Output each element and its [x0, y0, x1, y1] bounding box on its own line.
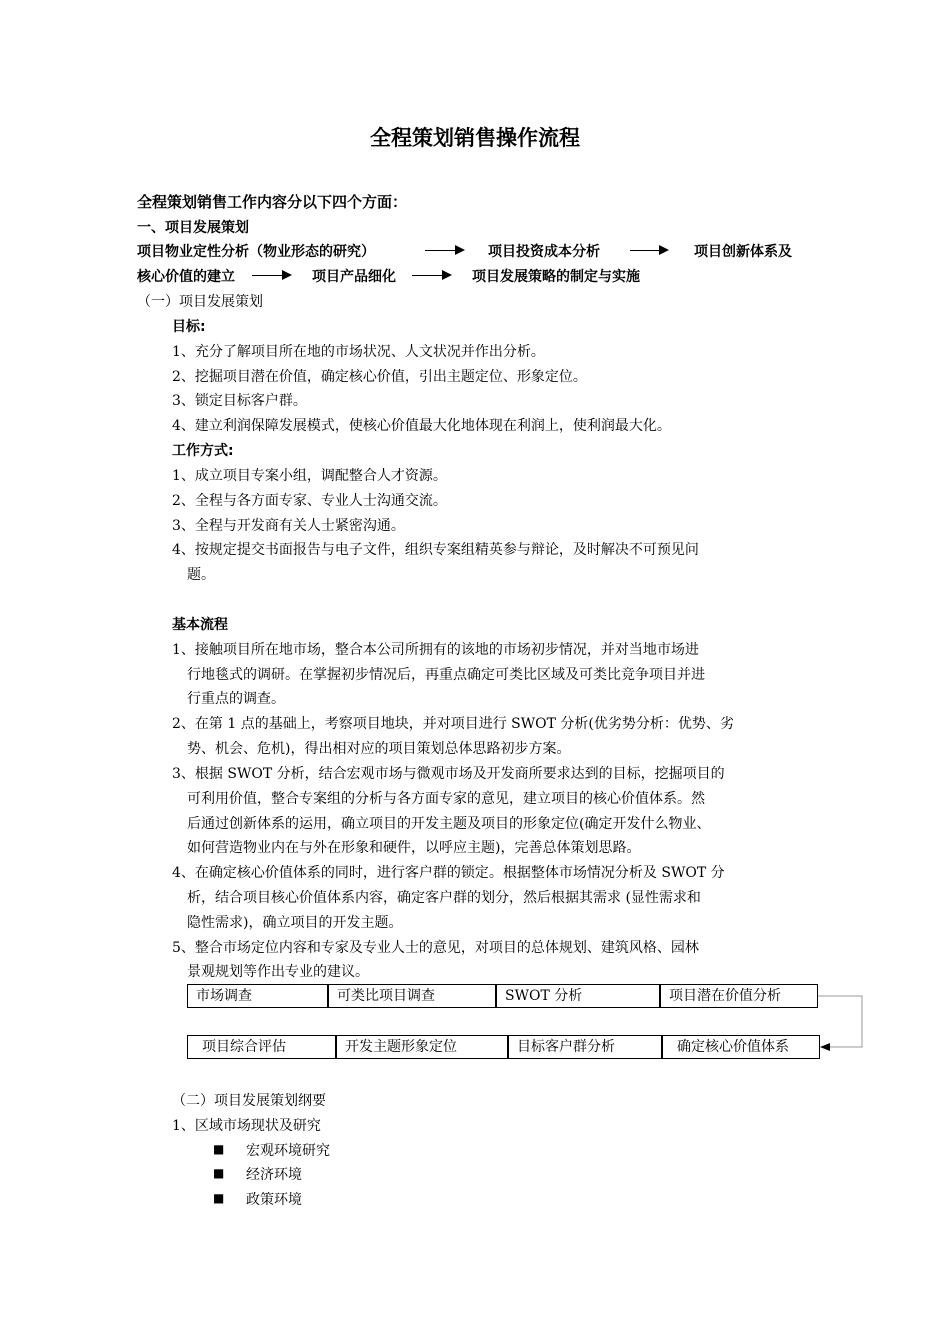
- process-heading: 基本流程: [172, 617, 228, 633]
- process-line: 景观规划等作出专业的建议。: [187, 964, 369, 980]
- process-line: 1、接触项目所在地市场，整合本公司所拥有的该地的市场初步情况，并对当地市场进: [172, 642, 699, 658]
- intro-text: 全程策划销售工作内容分以下四个方面：: [137, 193, 408, 211]
- outline-bullet: 经济环境: [246, 1167, 302, 1183]
- goal-item: 4、建立利润保障发展模式，使核心价值最大化地体现在利润上，使利润最大化。: [172, 418, 671, 434]
- process-line: 隐性需求)，确立项目的开发主题。: [187, 915, 403, 931]
- chain-item-3a: 项目创新体系及: [694, 244, 792, 260]
- method-heading: 工作方式:: [172, 443, 234, 459]
- section-heading-1: 一、项目发展策划: [137, 220, 249, 236]
- chain-item-4: 项目产品细化: [312, 269, 396, 285]
- goal-item: 3、锁定目标客户群。: [172, 393, 307, 409]
- process-line: 3、根据 SWOT 分析，结合宏观市场与微观市场及开发商所要求达到的目标，挖掘项目的: [172, 766, 725, 782]
- subsection-heading-1: （一）项目发展策划: [137, 294, 263, 310]
- flow-connector-down: [818, 996, 862, 1051]
- flow-box: 确定核心价值体系: [662, 1035, 820, 1059]
- flow-box: SWOT 分析: [496, 984, 660, 1008]
- method-item: 3、全程与开发商有关人士紧密沟通。: [172, 518, 405, 534]
- chain-item-3b: 核心价值的建立: [137, 269, 235, 285]
- chain-item-1: 项目物业定性分析（物业形态的研究）: [137, 244, 375, 260]
- flow-box: 目标客户群分析: [508, 1035, 662, 1059]
- square-bullet-icon: ■: [213, 1166, 225, 1180]
- process-line: 5、整合市场定位内容和专家及专业人士的意见，对项目的总体规划、建筑风格、园林: [172, 940, 699, 956]
- process-line: 4、在确定核心价值体系的同时，进行客户群的锁定。根据整体市场情况分析及 SWOT 分: [172, 865, 725, 881]
- process-line: 析，结合项目核心价值体系内容，确定客户群的划分，然后根据其需求 (显性需求和: [187, 890, 701, 906]
- flow-box: 项目综合评估: [187, 1035, 336, 1059]
- flow-box: 开发主题形象定位: [336, 1035, 508, 1059]
- method-item: 4、按规定提交书面报告与电子文件，组织专案组精英参与辩论，及时解决不可预见问: [172, 542, 699, 558]
- outline-item: 1、区域市场现状及研究: [172, 1118, 321, 1134]
- process-line: 行重点的调查。: [187, 691, 285, 707]
- method-item: 2、全程与各方面专家、专业人士沟通交流。: [172, 493, 447, 509]
- chain-item-5: 项目发展策略的制定与实施: [472, 269, 640, 285]
- goal-item: 1、充分了解项目所在地的市场状况、人文状况并作出分析。: [172, 344, 545, 360]
- process-line: 后通过创新体系的运用，确立项目的开发主题及项目的形象定位(确定开发什么物业、: [187, 816, 711, 832]
- goal-item: 2、挖掘项目潜在价值，确定核心价值，引出主题定位、形象定位。: [172, 369, 587, 385]
- method-item: 1、成立项目专案小组，调配整合人才资源。: [172, 468, 447, 484]
- square-bullet-icon: ■: [213, 1191, 225, 1205]
- process-line: 可利用价值，整合专案组的分析与各方面专家的意见，建立项目的核心价值体系。然: [187, 791, 705, 807]
- goal-heading: 目标:: [172, 319, 206, 335]
- flow-box: 可类比项目调查: [328, 984, 496, 1008]
- page-title: 全程策划销售操作流程: [370, 126, 580, 150]
- subsection-heading-2: （二）项目发展策划纲要: [172, 1093, 326, 1109]
- flow-box: 市场调查: [187, 984, 328, 1008]
- chain-item-2: 项目投资成本分析: [488, 244, 600, 260]
- process-line: 势、机会、危机)，得出相对应的项目策划总体思路初步方案。: [187, 741, 571, 757]
- process-line: 如何营造物业内在与外在形象和硬件，以呼应主题)，完善总体策划思路。: [187, 840, 641, 856]
- flow-box: 项目潜在价值分析: [660, 984, 818, 1008]
- outline-bullet: 政策环境: [246, 1192, 302, 1208]
- square-bullet-icon: ■: [213, 1142, 225, 1156]
- process-line: 行地毯式的调研。在掌握初步情况后，再重点确定可类比区域及可类比竞争项目并进: [187, 667, 705, 683]
- process-line: 2、在第 1 点的基础上，考察项目地块，并对项目进行 SWOT 分析(优劣势分析：优势、劣: [172, 716, 734, 732]
- method-item-cont: 题。: [187, 567, 215, 583]
- outline-bullet: 宏观环境研究: [246, 1143, 330, 1159]
